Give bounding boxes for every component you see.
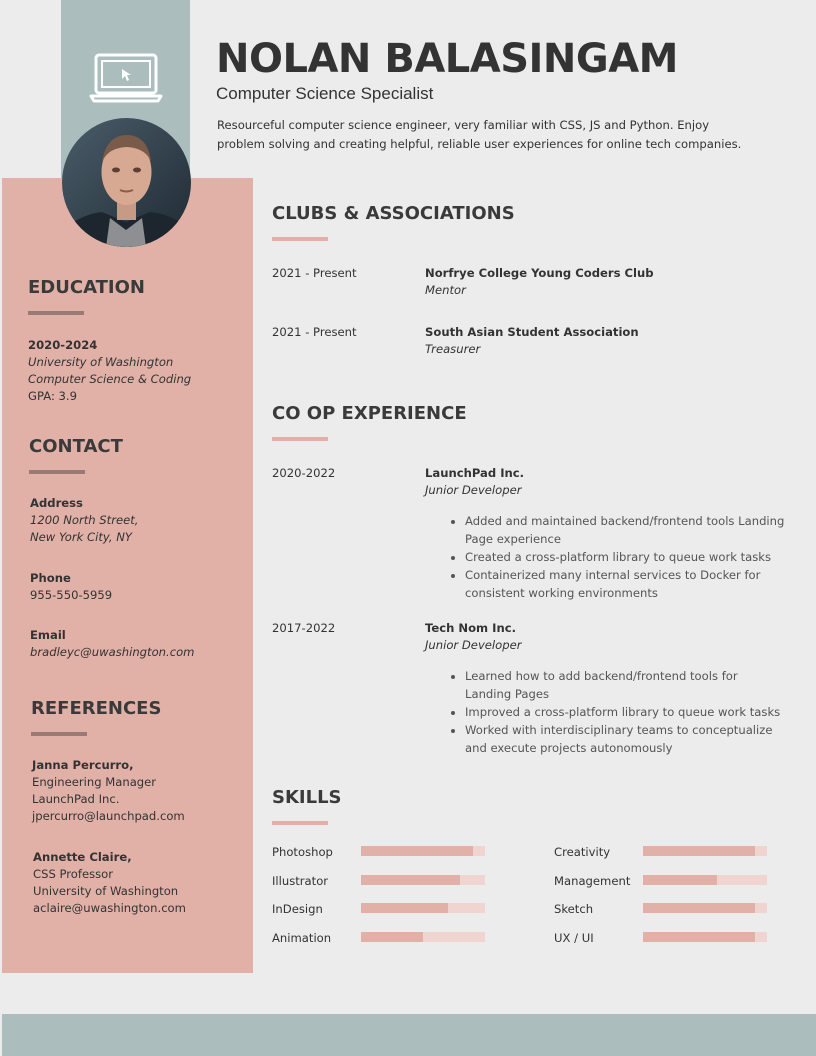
coop-heading: CO OP EXPERIENCE <box>272 403 467 424</box>
skill-bar-track <box>361 932 485 942</box>
phone-value: 955-550-5959 <box>30 588 113 602</box>
contact-rule <box>29 470 85 474</box>
club-role: Treasurer <box>425 342 481 356</box>
skills-heading: SKILLS <box>272 787 342 808</box>
job-bullet: • Created a cross-platform library to queue work tasks <box>465 548 786 566</box>
skill-bar-track <box>361 846 485 856</box>
skill-bar-fill <box>643 932 755 942</box>
skill-label: Photoshop <box>272 845 333 859</box>
address-label: Address <box>30 496 83 510</box>
skill-label: Sketch <box>554 902 594 916</box>
club-date: 2021 - Present <box>272 325 357 339</box>
reference-email[interactable]: jpercurro@launchpad.com <box>32 809 185 823</box>
skill-label: Management <box>554 874 631 888</box>
skill-bar-fill <box>643 903 755 913</box>
reference-item <box>33 849 186 917</box>
job-bullets <box>446 667 786 757</box>
clubs-rule <box>272 237 328 241</box>
education-years: 2020-2024 <box>28 338 98 352</box>
club-entry <box>425 324 639 358</box>
job-role: Junior Developer <box>425 638 522 652</box>
education-school: University of Washington <box>28 355 174 369</box>
job-date: 2017-2022 <box>272 621 336 635</box>
candidate-name: NOLAN BALASINGAM <box>216 36 678 82</box>
skill-bar-track <box>643 903 767 913</box>
reference-email[interactable]: aclaire@uwashington.com <box>33 901 186 915</box>
job-bullet: • Learned how to add backend/frontend tools for Landing Pages <box>465 667 786 703</box>
skill-bar-track <box>643 932 767 942</box>
job-bullet: • Improved a cross-platform library to queue work tasks <box>465 703 786 721</box>
club-entry <box>425 265 654 299</box>
skill-bar-track <box>643 875 767 885</box>
skill-bar-fill <box>361 932 423 942</box>
education-heading: EDUCATION <box>28 277 145 298</box>
reference-company: University of Washington <box>33 884 179 898</box>
club-role: Mentor <box>425 283 466 297</box>
club-name: Norfrye College Young Coders Club <box>425 266 654 280</box>
skill-bar-fill <box>361 903 448 913</box>
job-date: 2020-2022 <box>272 466 336 480</box>
contact-address-block <box>30 495 138 546</box>
education-block <box>28 337 191 405</box>
job-entry <box>425 620 522 654</box>
clubs-heading: CLUBS & ASSOCIATIONS <box>272 203 515 224</box>
reference-role: CSS Professor <box>33 867 114 881</box>
references-rule <box>31 732 87 736</box>
reference-name: Annette Claire, <box>33 850 132 864</box>
email-label: Email <box>30 628 66 642</box>
address-line-2: New York City, NY <box>30 530 132 544</box>
skill-bar-fill <box>643 875 717 885</box>
contact-email-block <box>30 627 194 661</box>
footer-accent-band <box>2 1014 816 1056</box>
reference-role: Engineering Manager <box>32 775 157 789</box>
skills-rule <box>272 821 328 825</box>
profile-summary: Resourceful computer science engineer, very familiar with CSS, JS and Python. Enjoy problem solving and creating helpful, reliable user experiences for online tech companies. <box>217 118 742 151</box>
references-heading: REFERENCES <box>31 698 162 719</box>
job-role: Junior Developer <box>425 483 522 497</box>
education-rule <box>28 311 84 315</box>
skill-bar-track <box>361 875 485 885</box>
job-company: LaunchPad Inc. <box>425 466 525 480</box>
profile-photo <box>62 118 191 247</box>
contact-heading: CONTACT <box>29 436 123 457</box>
education-program: Computer Science & Coding <box>28 372 192 386</box>
reference-name: Janna Percurro, <box>32 758 134 772</box>
skill-bar-fill <box>361 875 460 885</box>
skill-bar-track <box>643 846 767 856</box>
job-bullet: • Worked with interdisciplinary teams to conceptualize and execute projects autonomously <box>465 721 786 757</box>
education-gpa: GPA: 3.9 <box>28 389 77 403</box>
job-bullets <box>446 512 786 602</box>
skill-bar-fill <box>361 846 473 856</box>
job-bullet: • Added and maintained backend/frontend tools Landing Page experience <box>465 512 786 548</box>
skill-label: Animation <box>272 931 332 945</box>
phone-label: Phone <box>30 571 71 585</box>
reference-company: LaunchPad Inc. <box>32 792 120 806</box>
skill-bar-track <box>361 903 485 913</box>
reference-item <box>32 757 185 825</box>
address-line-1: 1200 North Street, <box>30 513 139 527</box>
club-name: South Asian Student Association <box>425 325 639 339</box>
skill-label: Illustrator <box>272 874 329 888</box>
skill-label: UX / UI <box>554 931 594 945</box>
skill-bar-fill <box>643 846 755 856</box>
job-bullet: • Containerized many internal services to Docker for consistent working environments <box>465 566 786 602</box>
laptop-icon <box>89 52 163 104</box>
job-company: Tech Nom Inc. <box>425 621 517 635</box>
club-date: 2021 - Present <box>272 266 357 280</box>
job-title: Computer Science Specialist <box>216 84 434 103</box>
coop-rule <box>272 437 328 441</box>
job-entry <box>425 465 524 499</box>
contact-phone-block <box>30 570 112 604</box>
skill-label: InDesign <box>272 902 323 916</box>
skill-label: Creativity <box>554 845 611 859</box>
email-value[interactable]: bradleyc@uwashington.com <box>30 645 195 659</box>
